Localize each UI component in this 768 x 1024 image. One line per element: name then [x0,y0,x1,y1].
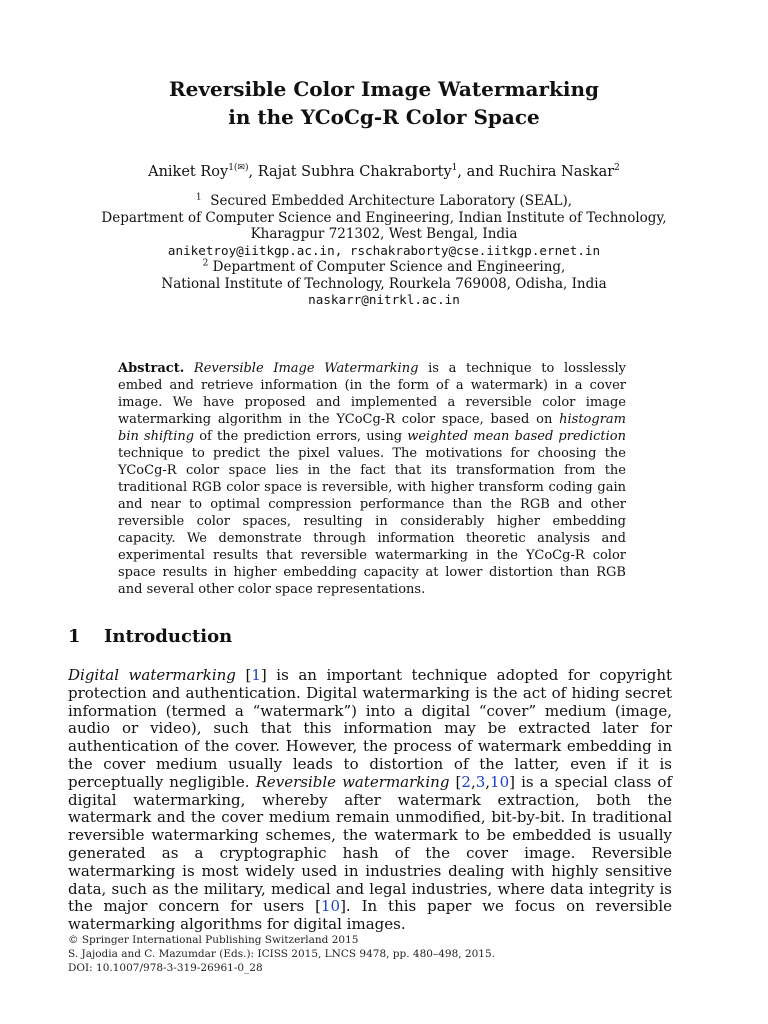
abstract [118,360,626,598]
abstract-emphasis: Reversible Image Watermarking [193,361,419,376]
section-title: Introduction [104,626,233,647]
affiliation-line: Kharagpur 721302, West Bengal, India [250,226,518,242]
affiliations [0,193,768,309]
lab-name: Secured Embedded Architecture Laboratory (SEAL), [210,193,573,209]
abstract-label: Abstract. [118,361,185,376]
copyright-line: © Springer International Publishing Switzerland 2015 [68,934,359,946]
abstract-text: technique to predict the pixel values. The motivations for choosing the YCoCg-R color space lies in the fact that its transformation from the traditional RGB color space is reversible, with higher transform coding gain and near to optimal compression performance than the RGB and other reversible color spaces, resulting in considerably higher embedding capacity. We demonstrate through information theoretic analysis and experimental results that reversible watermarking in the YCoCg-R color space results in higher embedding capacity at lower distortion than RGB and several other color space representations. [118,446,626,597]
paper-title [0,75,768,131]
author-affiliation-mark: 1 [451,163,458,174]
affiliation-mark: 2 [202,258,209,269]
affiliation-mark: 1 [195,192,202,203]
section-number: 1 [68,626,81,647]
intro-text: ]. In this paper we focus on reversible watermarking algorithms for digital images. [68,897,672,934]
abstract-emphasis: weighted mean based prediction [407,429,626,444]
citation-link[interactable]: 10 [320,897,341,916]
citation-link[interactable]: 1 [251,666,261,684]
author-name: Rajat Subhra Chakraborty [257,164,452,180]
author-affiliation-mark: 1(✉) [228,163,249,174]
author-name: Ruchira Naskar [498,164,615,180]
citation-link[interactable]: 2 [461,772,471,791]
intro-text: , [485,772,491,791]
intro-text: , [470,772,476,791]
title-line-1: Reversible Color Image Watermarking [168,77,600,101]
abstract-text: is a technique to losslessly embed and retrieve information (in the form of a watermark) in a cover image. We have proposed and implemented a reversible color image watermarking algorithm in the YCoCg-R color space, based on [118,361,626,427]
author-separator: , [248,164,258,180]
intro-text: ] is a special class of digital watermarking, whereby after watermark extraction, both the watermark and the cover medium remain unmodified, bit-by-bit. In traditional reversible watermarking schemes, the watermark to be embedded is usually generated as a cryptographic hash of the cover image. Reversible watermarking is most widely used in industries dealing with highly sensitive data, such as the military, medical and legal industries, where data integrity is the major concern for users [ [68,772,673,916]
section-heading [68,626,232,647]
citation-link[interactable]: 3 [475,772,486,791]
intro-text: [ [235,666,252,684]
dept-name: Department of Computer Science and Engineering, [212,259,566,275]
author-separator: , and [457,164,499,180]
abstract-text: of the prediction errors, using [194,429,408,444]
email-line: naskarr@nitrkl.ac.in [308,292,460,307]
citation-link[interactable]: 10 [490,772,510,791]
intro-text: [ [449,772,462,791]
author-affiliation-mark: 2 [614,163,620,174]
affiliation-line [0,259,768,276]
abstract-emphasis: histogram bin shifting [118,412,626,444]
intro-text: ] is an important technique adopted for copyright protection and authentication. Digital watermarking is the act of hiding secret information (termed a “watermark”) into a digital “cover” medium (image, audio or video), such that this information may be extracted later for authentication of the cover. However, the process of watermark embedding in the cover medium usually leads to distortion of the latter, even if it is perceptually negligible. [68,666,673,791]
author-name: Aniket Roy [148,164,229,180]
citation-line: S. Jajodia and C. Mazumdar (Eds.): ICISS 2015, LNCS 9478, pp. 480–498, 2015. [68,948,495,960]
intro-emphasis: Reversible watermarking [255,772,450,791]
title-line-2: in the YCoCg-R Color Space [228,105,540,129]
publication-footer [68,933,495,975]
intro-paragraph [68,667,672,934]
email-line: aniketroy@iitkgp.ac.in, rschakraborty@cse.iitkgp.ernet.in [167,242,601,258]
affiliation-line: National Institute of Technology, Rourkela 769008, Odisha, India [161,275,607,292]
author-list [0,162,768,182]
affiliation-line: Department of Computer Science and Engineering, Indian Institute of Technology, [101,209,667,226]
doi-line: DOI: 10.1007/978-3-319-26961-0_28 [68,962,263,974]
affiliation-line [0,193,768,210]
intro-emphasis: Digital watermarking [68,666,236,684]
